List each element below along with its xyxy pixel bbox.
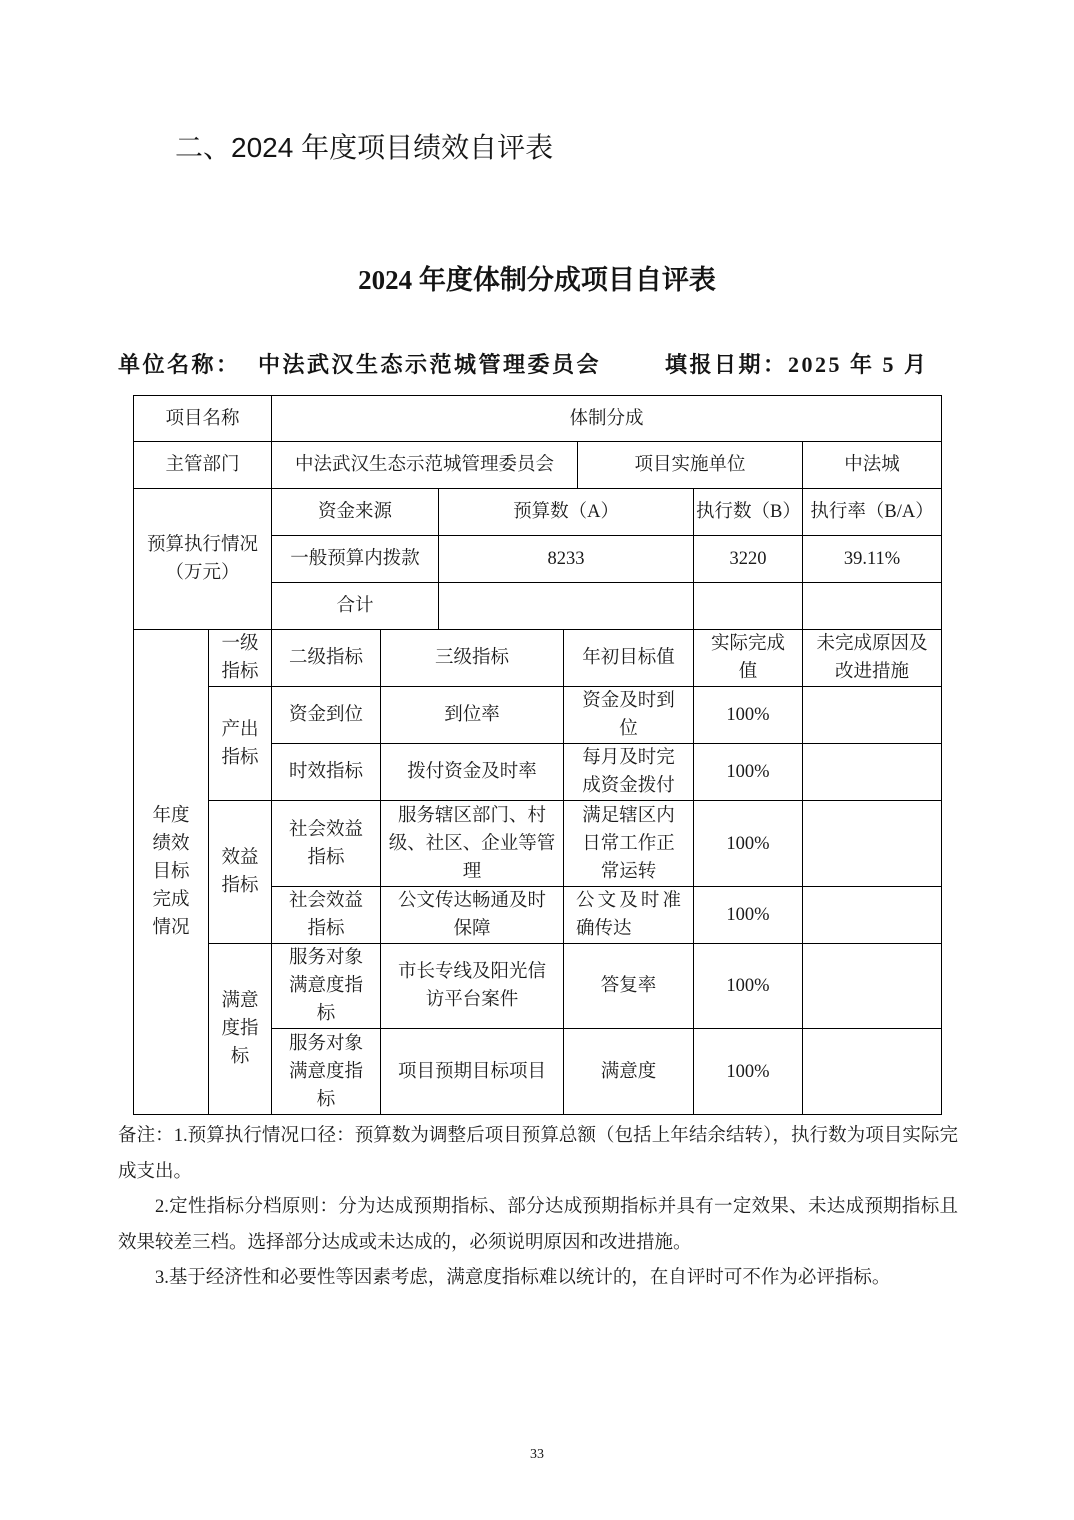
table-row <box>134 630 942 687</box>
actual-cell: 100% <box>694 744 803 801</box>
level3-cell: 拨付资金及时率 <box>381 744 564 801</box>
target-cell: 满足辖区内日常工作正常运转 <box>564 801 694 887</box>
target-cell: 每月及时完成资金拨付 <box>564 744 694 801</box>
goals-header-level2: 二级指标 <box>272 630 381 687</box>
level2-cell: 时效指标 <box>272 744 381 801</box>
level3-cell: 服务辖区部门、村级、社区、企业等管理 <box>381 801 564 887</box>
target-cell: 答复率 <box>564 944 694 1029</box>
budget-total-rate <box>803 583 942 630</box>
actual-cell: 100% <box>694 801 803 887</box>
goals-header-target: 年初目标值 <box>564 630 694 687</box>
goals-header-level3: 三级指标 <box>381 630 564 687</box>
level1-satisfaction: 满意度指标 <box>209 944 272 1115</box>
actual-cell: 100% <box>694 887 803 944</box>
target-cell: 公文及时准确传达 <box>564 887 694 944</box>
target-cell: 满意度 <box>564 1029 694 1115</box>
actual-cell: 100% <box>694 687 803 744</box>
budget-label: 预算执行情况（万元） <box>134 489 272 630</box>
level2-cell: 资金到位 <box>272 687 381 744</box>
impl-unit-label: 项目实施单位 <box>578 442 803 489</box>
budget-planned: 8233 <box>439 536 694 583</box>
project-name-value: 体制分成 <box>272 396 942 442</box>
level3-cell: 到位率 <box>381 687 564 744</box>
dept-value: 中法武汉生态示范城管理委员会 <box>272 442 578 489</box>
level2-cell: 服务对象满意度指标 <box>272 1029 381 1115</box>
level3-cell: 项目预期目标项目 <box>381 1029 564 1115</box>
level3-cell: 市长专线及阳光信访平台案件 <box>381 944 564 1029</box>
budget-header-planned: 预算数（A） <box>439 489 694 536</box>
budget-header-rate: 执行率（B/A） <box>803 489 942 536</box>
actual-cell: 100% <box>694 944 803 1029</box>
goals-header-reason: 未完成原因及改进措施 <box>803 630 942 687</box>
note-3: 3.基于经济性和必要性等因素考虑，满意度指标难以统计的，在自评时可不作为必评指标。 <box>155 1268 891 1288</box>
budget-header-source: 资金来源 <box>272 489 439 536</box>
level3-cell: 公文传达畅通及时保障 <box>381 887 564 944</box>
table-row <box>134 944 942 1029</box>
table-row <box>134 489 942 536</box>
impl-unit-value: 中法城 <box>803 442 942 489</box>
reason-cell <box>803 744 942 801</box>
self-evaluation-table <box>133 395 942 1115</box>
budget-source: 一般预算内拨款 <box>272 536 439 583</box>
goals-header-actual: 实际完成值 <box>694 630 803 687</box>
unit-name: 中法武汉生态示范城管理委员会 <box>258 352 602 377</box>
unit-label: 单位名称： <box>118 352 241 377</box>
table-row <box>134 396 942 442</box>
level1-benefit: 效益指标 <box>209 801 272 944</box>
budget-total-executed <box>694 583 803 630</box>
budget-total-planned <box>439 583 694 630</box>
budget-header-executed: 执行数（B） <box>694 489 803 536</box>
level1-output: 产出指标 <box>209 687 272 801</box>
level2-cell: 社会效益指标 <box>272 887 381 944</box>
section-heading: 二、2024 年度项目绩效自评表 <box>175 132 554 163</box>
page-number: 33 <box>530 1447 544 1462</box>
level2-cell: 服务对象满意度指标 <box>272 944 381 1029</box>
budget-executed: 3220 <box>694 536 803 583</box>
dept-label: 主管部门 <box>134 442 272 489</box>
notes <box>118 1119 958 1297</box>
budget-total-label: 合计 <box>272 583 439 630</box>
project-name-label: 项目名称 <box>134 396 272 442</box>
goals-header-level1: 一级指标 <box>209 630 272 687</box>
date-value: 2025 年 5 月 <box>788 352 929 377</box>
level2-cell: 社会效益指标 <box>272 801 381 887</box>
reason-cell <box>803 801 942 887</box>
target-cell: 资金及时到位 <box>564 687 694 744</box>
reason-cell <box>803 944 942 1029</box>
note-2: 2.定性指标分档原则：分为达成预期指标、部分达成预期指标并具有一定效果、未达成预期指标且效果较差三档。选择部分达成或未达成的，必须说明原因和改进措施。 <box>118 1197 958 1253</box>
reason-cell <box>803 887 942 944</box>
actual-cell: 100% <box>694 1029 803 1115</box>
reason-cell <box>803 687 942 744</box>
budget-rate: 39.11% <box>803 536 942 583</box>
info-row <box>0 350 1074 380</box>
table-row <box>134 687 942 744</box>
reason-cell <box>803 1029 942 1115</box>
table-row <box>134 801 942 887</box>
date-label: 填报日期： <box>665 352 788 377</box>
table-row <box>134 442 942 489</box>
goals-label: 年度绩效目标完成情况 <box>134 630 209 1115</box>
document-title: 2024 年度体制分成项目自评表 <box>358 265 716 295</box>
note-1: 备注：1.预算执行情况口径：预算数为调整后项目预算总额（包括上年结余结转），执行数为项目实际完成支出。 <box>118 1126 958 1182</box>
